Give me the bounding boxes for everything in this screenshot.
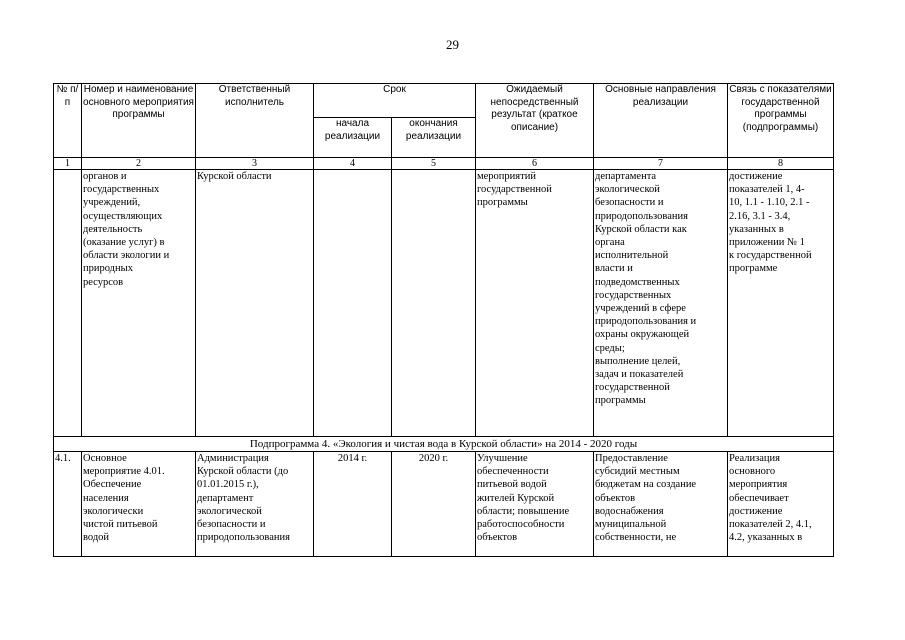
header-number: № п/п (54, 84, 82, 158)
column-number: 6 (476, 158, 594, 170)
table-row-4-1 (54, 452, 834, 557)
row-number (54, 170, 82, 437)
indicators-link: достижение показателей 1, 4- 10, 1.1 - 1.10, 2.1 - 2.16, 3.1 - 3.4, указанных в приложении № 1 к государственной программе (728, 170, 834, 437)
executor: Администрация Курской области (до 01.01.2015 г.), департамент экологической безопасности и природопользования (196, 452, 314, 557)
executor: Курской области (196, 170, 314, 437)
header-directions: Основные направления реализации (594, 84, 728, 158)
directions: Предоставление субсидий местным бюджетам на создание объектов водоснабжения муниципальной собственности, не (594, 452, 728, 557)
header-activity-name: Номер и наименование основного мероприятия программы (82, 84, 196, 158)
directions: департамента экологической безопасности и природопользования Курской области как органа исполнительной власти и подведомственных государственных учреждений в сфере природопользования и охраны окружающей среды; выполнение целей, задач и показателей государственной программы (594, 170, 728, 437)
start-year (314, 170, 392, 437)
subprogram-title: Подпрограмма 4. «Экология и чистая вода в Курской области» на 2014 - 2020 годы (54, 437, 834, 452)
column-number: 1 (54, 158, 82, 170)
column-number: 7 (594, 158, 728, 170)
start-year: 2014 г. (314, 452, 392, 557)
program-activities-table (53, 83, 834, 557)
column-number: 3 (196, 158, 314, 170)
indicators-link: Реализация основного мероприятия обеспечивает достижение показателей 2, 4.1, 4.2, указанных в (728, 452, 834, 557)
page-number: 29 (446, 37, 459, 52)
table-row-continued (54, 170, 834, 437)
header-expected-result: Ожидаемый непосредственный результат (краткое описание) (476, 84, 594, 158)
expected-result: мероприятий государственной программы (476, 170, 594, 437)
activity-name: органов и государственных учреждений, осуществляющих деятельность (оказание услуг) в области экологии и природных ресурсов (82, 170, 196, 437)
header-end: окончания реализации (392, 118, 476, 158)
row-number: 4.1. (54, 452, 82, 557)
column-number: 2 (82, 158, 196, 170)
header-term: Срок (314, 84, 476, 118)
header-indicators-link: Связь с показателями государственной программы (подпрограммы) (728, 84, 834, 158)
column-number: 5 (392, 158, 476, 170)
column-numbers-row (54, 158, 834, 170)
expected-result: Улучшение обеспеченности питьевой водой жителей Курской области; повышение работоспособности объектов (476, 452, 594, 557)
end-year: 2020 г. (392, 452, 476, 557)
end-year (392, 170, 476, 437)
header-start: начала реализации (314, 118, 392, 158)
column-number: 8 (728, 158, 834, 170)
activity-name: Основное мероприятие 4.01. Обеспечение населения экологически чистой питьевой водой (82, 452, 196, 557)
header-executor: Ответственный исполнитель (196, 84, 314, 158)
column-number: 4 (314, 158, 392, 170)
